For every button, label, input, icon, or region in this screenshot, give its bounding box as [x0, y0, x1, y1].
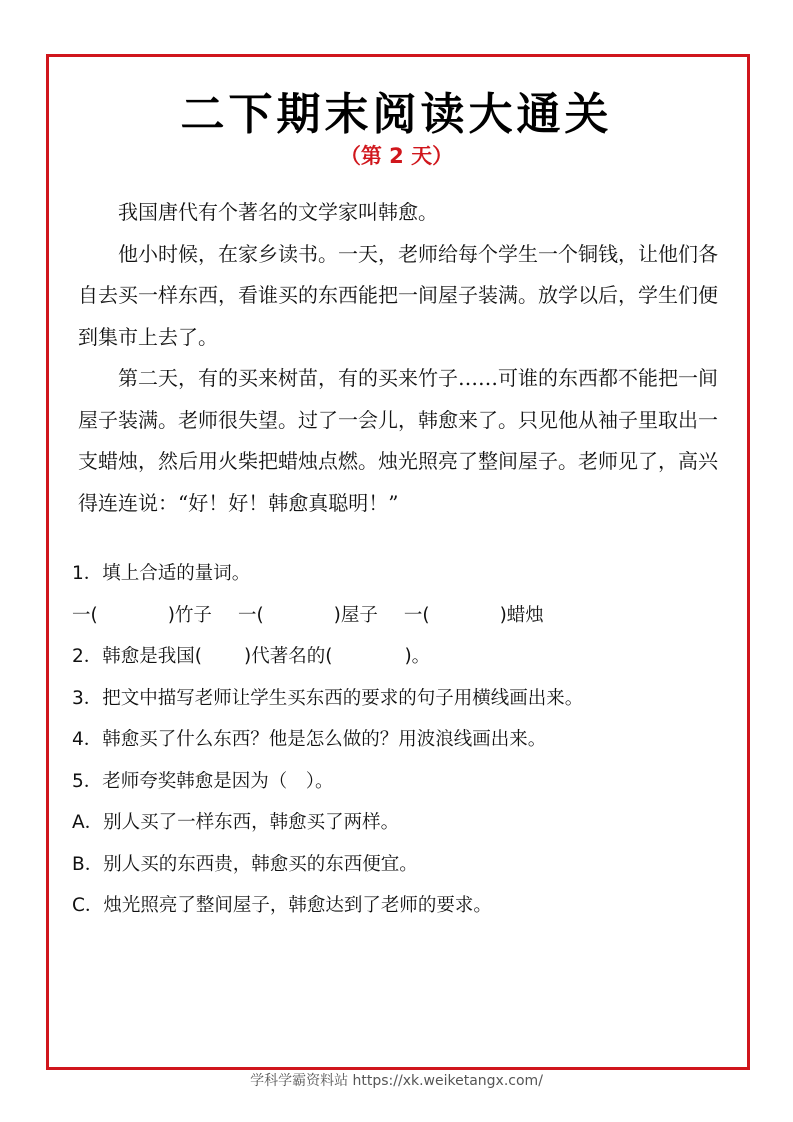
- q2-part-3: )。: [404, 646, 431, 667]
- option-a[interactable]: A．别人买了一样东西，韩愈买了两样。: [72, 812, 400, 833]
- passage-paragraph-2: 他小时候，在家乡读书。一天，老师给每个学生一个铜钱，让他们各自去买一样东西，看谁买的东西能把一间屋子装满。放学以后，学生们便到集市上去了。: [78, 241, 718, 349]
- question-2: [72, 636, 732, 678]
- page-title: 二下期末阅读大通关: [180, 89, 613, 140]
- option-c[interactable]: C．烛光照亮了整间屋子，韩愈达到了老师的要求。: [72, 895, 492, 916]
- blank-prefix-3: 一(: [403, 604, 430, 626]
- reading-passage: [78, 192, 728, 524]
- page-subtitle: （第 2 天）: [339, 144, 454, 168]
- option-b[interactable]: B．别人买的东西贵，韩愈买的东西便宜。: [72, 853, 418, 875]
- question-1-blanks: [72, 595, 732, 637]
- passage-paragraph-3: 第二天，有的买来树苗，有的买来竹子……可谁的东西都不能把一间屋子装满。老师很失望。过了一会儿，韩愈来了。只见他从袖子里取出一支蜡烛，然后用火柴把蜡烛点燃。烛光照亮了整间屋子。老师见了，高兴得连连说：“好！好！韩愈真聪明！”: [78, 366, 718, 515]
- blank-prefix-2: 一(: [237, 604, 264, 626]
- question-5: 5．老师夸奖韩愈是因为（ ）。: [72, 770, 334, 792]
- blank-word-1: )竹子: [167, 604, 212, 626]
- blank-word-3: )蜡烛: [499, 604, 544, 626]
- question-list: [72, 553, 732, 927]
- footer-watermark: 学科学霸资料站 https://xk.weiketangx.com/: [250, 1073, 543, 1089]
- question-3: 3．把文中描写老师让学生买东西的要求的句子用横线画出来。: [72, 687, 584, 709]
- question-1: 1．填上合适的量词。: [72, 563, 251, 584]
- question-4: 4．韩愈买了什么东西？他是怎么做的？用波浪线画出来。: [72, 729, 547, 750]
- passage-paragraph-1: 我国唐代有个著名的文学家叫韩愈。: [118, 200, 438, 224]
- q2-part-2: )代著名的(: [244, 646, 333, 667]
- q2-part-1: 2．韩愈是我国(: [72, 646, 202, 667]
- blank-word-2: )屋子: [333, 604, 378, 626]
- blank-prefix-1: 一(: [72, 604, 98, 626]
